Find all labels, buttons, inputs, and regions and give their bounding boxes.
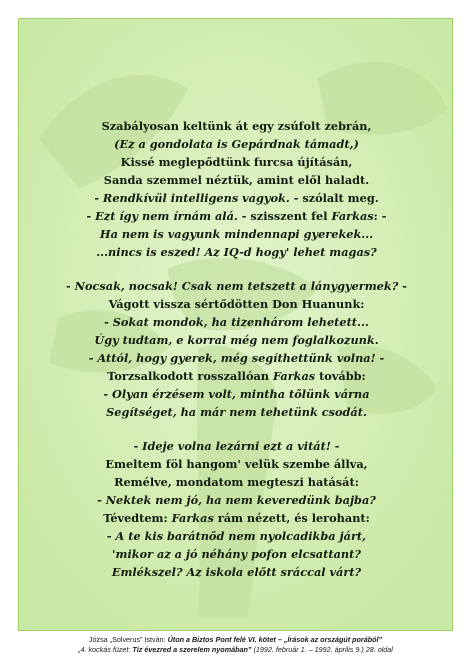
poem-line: Vágott vissza sértődötten Don Huanunk: [108, 297, 365, 311]
poem-line: Ha nem is vagyunk mindennapi gyerekek... [99, 227, 374, 241]
poem-line: Kissé meglepődtünk furcsa újításán, [120, 155, 353, 169]
poem-line: Szabályosan keltünk át egy zsúfolt zebrán, [101, 119, 372, 133]
poem-line: Emlékszel? Az iskola előtt sráccal várt? [111, 565, 362, 579]
poem-line: - Rendkívül intelligens vagyok. - szólalt meg. [94, 191, 379, 205]
poem-line: - Attól, hogy gyerek, még segíthettünk volna! - [88, 351, 385, 365]
character-name: Farkas [331, 209, 374, 223]
poem-line: - Ideje volna lezárni ezt a vitát! - [133, 439, 340, 453]
poem-line: Remélve, mondatom megteszi hatását: [114, 475, 359, 489]
poem-line: Úgy tudtam, e korral még nem foglalkozunk. [94, 333, 379, 347]
character-name: Farkas [272, 369, 316, 383]
poem-line: - Sokat mondok, ha tizenhárom lehetett... [104, 315, 369, 329]
poem-line: Torzsalkodott rosszallóan Farkas tovább: [107, 369, 366, 383]
poem-line: - Nektek nem jó, ha nem keveredünk bajba? [97, 493, 376, 507]
poem [19, 117, 453, 597]
poem-line: (Ez a gondolata is Gepárdnak támadt,) [114, 137, 359, 151]
poem-line: Tévedtem: Farkas rám nézett, és lerohant: [103, 511, 370, 525]
poem-line: - Nocsak, nocsak! Csak nem tetszett a lánygyermek? - [66, 279, 407, 293]
page-frame [18, 18, 453, 631]
poem-line: 'mikor az a jó néhány pofon elcsattant? [112, 547, 361, 561]
page-footer [0, 635, 471, 655]
footer-line-2: „4. kockás füzet: Tíz évezred a szerelem nyomában” (1992. február 1. – 1992. április 9.) 28. oldal [78, 645, 393, 654]
poem-line: - Olyan érzésem volt, mintha tőlünk várna [103, 387, 370, 401]
footer-line-1: Józsa „Solverus” István: Úton a Biztos Pont felé VI. kötet – „Írások az országút porából” [88, 635, 383, 644]
stanza-1 [19, 117, 453, 261]
poem-line: Emeltem föl hangom' velük szembe állva, [105, 457, 368, 471]
poem-line: ...nincs is eszed! Az IQ-d hogy' lehet magas? [96, 245, 377, 259]
poem-line: Sanda szemmel néztük, amint elől haladt. [103, 173, 370, 187]
stanza-2 [19, 277, 453, 421]
stanza-3 [19, 437, 453, 581]
poem-line: - A te kis barátnőd nem nyolcadikba járt, [106, 529, 367, 543]
character-name: Farkas [171, 511, 214, 525]
poem-line: - Ezt így nem írnám alá. - szisszent fel Farkas: - [86, 209, 387, 223]
poem-line: Segítséget, ha már nem tehetünk csodát. [106, 405, 367, 419]
